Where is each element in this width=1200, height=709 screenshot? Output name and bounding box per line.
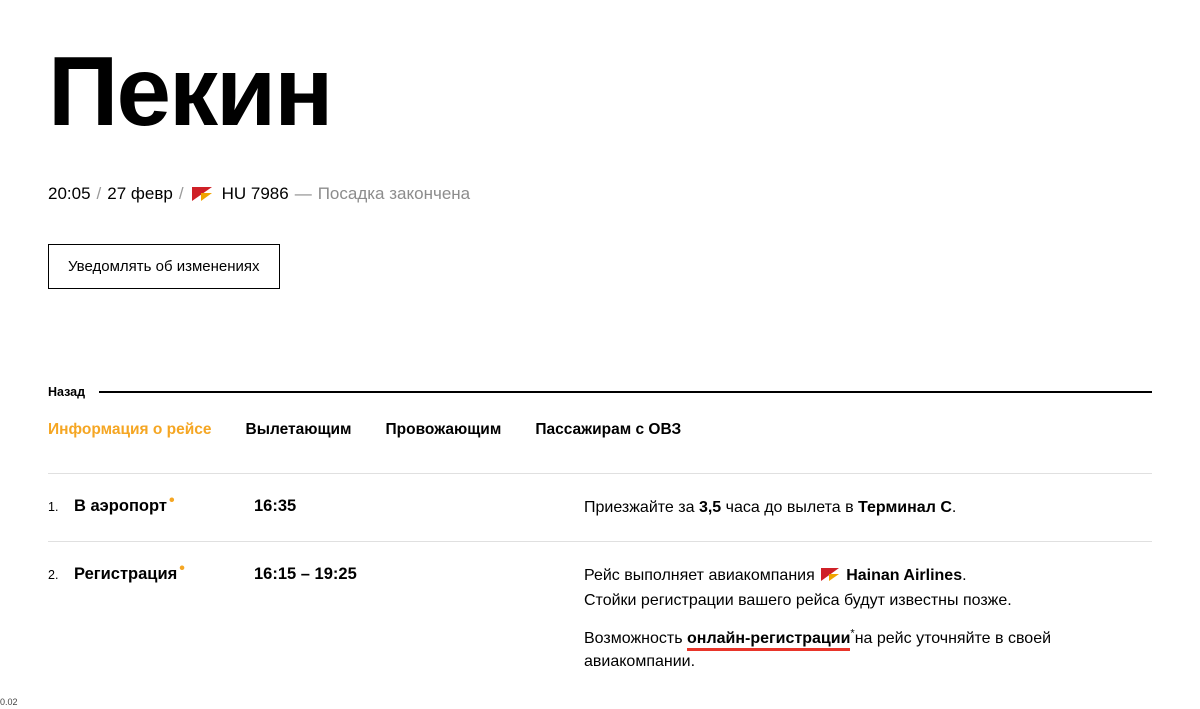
- departure-date: 27 февр: [107, 184, 173, 203]
- text: на рейс уточняйте в своей авиакомпании.: [584, 629, 1052, 670]
- text: Возможность: [584, 629, 687, 647]
- hainan-airlines-tail-icon: [821, 568, 841, 582]
- tab-departing[interactable]: Вылетающим: [245, 421, 352, 438]
- tab-bar: [48, 421, 1152, 439]
- step-name: В аэропорт •: [74, 491, 175, 515]
- flight-status: Посадка закончена: [317, 184, 471, 203]
- separator-1: /: [96, 184, 102, 203]
- step-description-line: [584, 564, 1152, 587]
- step-description-line: [584, 589, 1152, 612]
- step-marker-icon: •: [179, 559, 185, 577]
- text: Приезжайте за: [584, 499, 699, 516]
- step-description: [584, 564, 1152, 675]
- separator-2: /: [178, 184, 184, 203]
- emphasized-text: Hainan Airlines: [846, 567, 963, 585]
- online-checkin-link[interactable]: онлайн-регистрации: [687, 630, 850, 651]
- tab-seeing-off[interactable]: Провожающим: [385, 421, 502, 438]
- footnote-marker: *: [850, 627, 855, 640]
- back-bar-rule: [99, 391, 1152, 393]
- step-time: 16:15 – 19:25: [254, 565, 357, 584]
- departure-time: 20:05: [48, 184, 91, 203]
- dash-separator: —: [294, 184, 312, 203]
- step-marker-icon: •: [168, 491, 175, 509]
- step-number: 2.: [48, 568, 59, 583]
- back-link[interactable]: Назад: [48, 385, 86, 399]
- text: часа до вылета в: [721, 499, 859, 516]
- step-description: [584, 496, 1152, 521]
- corner-note: 0.02: [0, 697, 18, 707]
- step-time: 16:35: [254, 497, 297, 515]
- text: Стойки регистрации вашего рейса будут известны позже.: [584, 592, 1012, 610]
- tab-flight-info[interactable]: Информация о рейсе: [48, 421, 212, 438]
- steps-list: [48, 473, 1152, 695]
- flight-number: 7986: [250, 184, 289, 203]
- hainan-airlines-tail-icon: [192, 187, 214, 202]
- emphasized-text: 3,5: [698, 499, 722, 516]
- step-number: 1.: [48, 500, 59, 514]
- step-row: [48, 473, 1152, 541]
- step-name: Регистрация •: [74, 559, 185, 584]
- emphasized-text: Терминал C: [858, 499, 952, 516]
- flight-summary-line: [48, 184, 1152, 204]
- tab-accessibility[interactable]: Пассажирам с ОВЗ: [535, 421, 682, 438]
- page-title: Пекин: [48, 36, 332, 146]
- step-description-line: [584, 627, 1152, 673]
- notify-changes-button[interactable]: Уведомлять об изменениях: [48, 244, 280, 289]
- airline-code: HU: [221, 184, 247, 203]
- text: .: [951, 499, 957, 516]
- step-row: [48, 541, 1152, 695]
- text: .: [962, 567, 967, 585]
- back-bar: [48, 385, 1152, 399]
- step-description-line: [584, 496, 1152, 519]
- text: Рейс выполняет авиакомпания: [584, 567, 820, 585]
